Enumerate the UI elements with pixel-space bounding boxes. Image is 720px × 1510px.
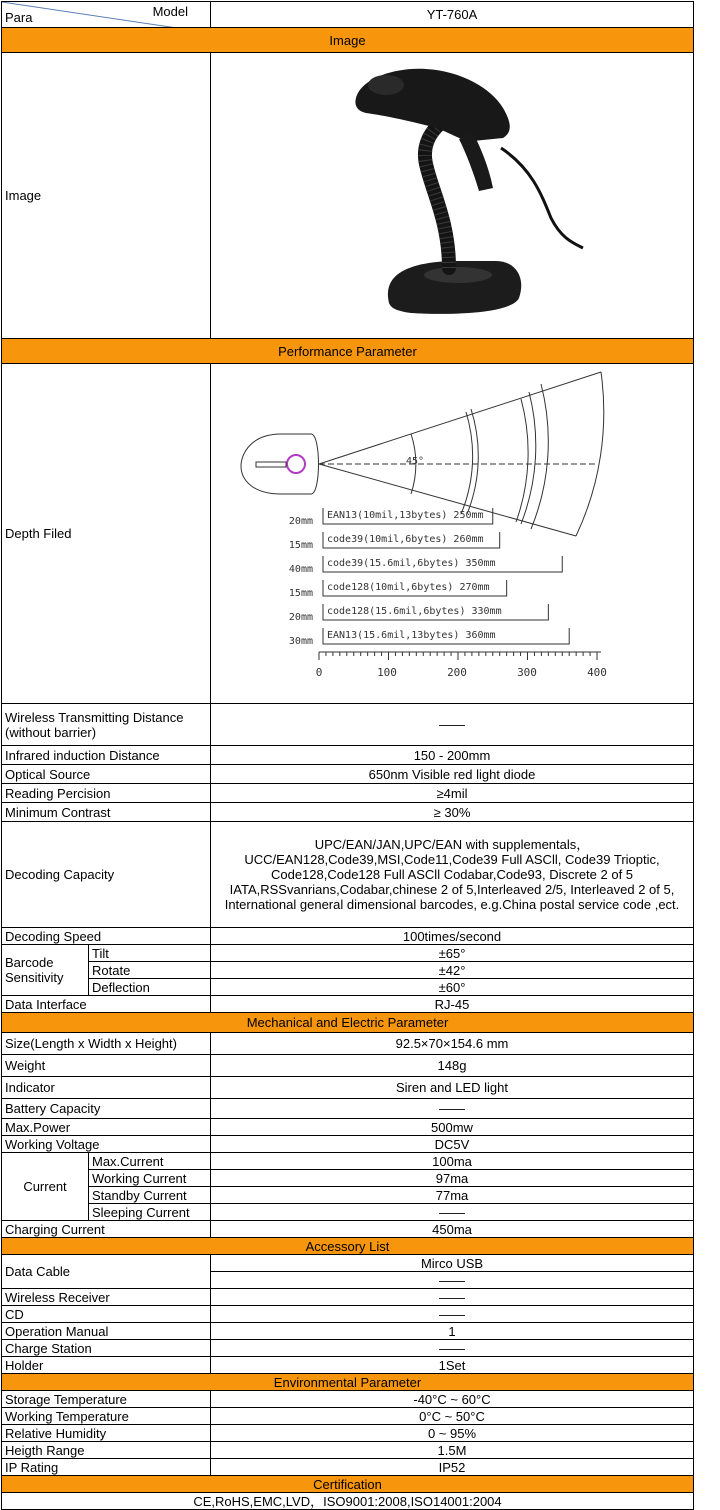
code-rows: [289, 508, 569, 647]
section-accessory: Accessory List: [2, 1238, 694, 1255]
tilt-value: ±65°: [211, 945, 694, 962]
working-current-value: 97ma: [211, 1170, 694, 1187]
max-current-value: 100ma: [211, 1153, 694, 1170]
axis-label-200: 200: [447, 666, 467, 679]
rotate-label: Rotate: [89, 962, 211, 979]
precision-value: ≥4mil: [211, 784, 694, 803]
axis-label-100: 100: [377, 666, 397, 679]
cd-value: ——: [211, 1306, 694, 1323]
height-label: Heigth Range: [2, 1442, 211, 1459]
height-value: 1.5M: [211, 1442, 694, 1459]
humidity-value: 0 ~ 95%: [211, 1425, 694, 1442]
standby-current-label: Standby Current: [89, 1187, 211, 1204]
product-image: [211, 53, 694, 339]
header-row: [2, 2, 694, 28]
size-value: 92.5×70×154.6 mm: [211, 1033, 694, 1055]
code-row-distance: 20mm: [288, 612, 313, 623]
header-corner-cell: [2, 2, 211, 28]
station-label: Charge Station: [2, 1340, 211, 1357]
image-label: Image: [2, 53, 211, 339]
infrared-value: 150 - 200mm: [211, 746, 694, 765]
ip-value: IP52: [211, 1459, 694, 1476]
working-current-label: Working Current: [89, 1170, 211, 1187]
model-value: YT-760A: [211, 2, 694, 28]
voltage-value: DC5V: [211, 1136, 694, 1153]
wireless-value: ——: [211, 704, 694, 746]
speed-label: Decoding Speed: [2, 928, 211, 945]
battery-value: ——: [211, 1099, 694, 1119]
receiver-value: ——: [211, 1289, 694, 1306]
cd-label: CD: [2, 1306, 211, 1323]
power-label: Max.Power: [2, 1119, 211, 1136]
cable-value: Mirco USB: [211, 1255, 694, 1272]
holder-value: 1Set: [211, 1357, 694, 1374]
axis-label-400: 400: [587, 666, 607, 679]
storage-label: Storage Temperature: [2, 1391, 211, 1408]
humidity-label: Relative Humidity: [2, 1425, 211, 1442]
code-row-distance: 40mm: [288, 564, 313, 575]
cable-value-2: ——: [211, 1272, 694, 1289]
optical-value: 650nm Visible red light diode: [211, 765, 694, 784]
indicator-label: Indicator: [2, 1077, 211, 1099]
depth-diagram: [211, 364, 694, 704]
code-row-distance: 30mm: [288, 636, 313, 647]
sleeping-current-value: ——: [211, 1204, 694, 1221]
deflection-label: Deflection: [89, 979, 211, 996]
model-label: Model: [152, 4, 188, 19]
code-row-label: EAN13(10mil,13bytes) 250mm: [327, 510, 484, 521]
section-image: Image: [2, 28, 694, 53]
contrast-label: Minimum Contrast: [2, 803, 211, 822]
scanner-window-icon: [287, 455, 305, 473]
charging-label: Charging Current: [2, 1221, 211, 1238]
code-row-distance: 15mm: [288, 540, 313, 551]
barcode-scanner-image: [211, 53, 694, 335]
code-row-distance: 15mm: [288, 588, 313, 599]
interface-label: Data Interface: [2, 996, 211, 1013]
max-current-label: Max.Current: [89, 1153, 211, 1170]
weight-label: Weight: [2, 1055, 211, 1077]
sensitivity-label: Barcode Sensitivity: [2, 945, 89, 996]
tilt-label: Tilt: [89, 945, 211, 962]
indicator-value: Siren and LED light: [211, 1077, 694, 1099]
charging-value: 450ma: [211, 1221, 694, 1238]
ip-label: IP Rating: [2, 1459, 211, 1476]
holder-label: Holder: [2, 1357, 211, 1374]
angle-label: 45°: [406, 456, 425, 467]
section-certification: Certification: [2, 1476, 694, 1493]
rotate-value: ±42°: [211, 962, 694, 979]
wireless-label: Wireless Transmitting Distance (without barrier): [2, 704, 211, 746]
depth-label: Depth Filed: [2, 364, 211, 704]
cable-label: Data Cable: [2, 1255, 211, 1289]
manual-label: Operation Manual: [2, 1323, 211, 1340]
decoding-label: Decoding Capacity: [2, 822, 211, 928]
section-mechanical: Mechanical and Electric Parameter: [2, 1013, 694, 1033]
standby-current-value: 77ma: [211, 1187, 694, 1204]
depth-field-diagram: [211, 364, 694, 700]
axis-label-300: 300: [517, 666, 537, 679]
speed-value: 100times/second: [211, 928, 694, 945]
code-row-label: EAN13(15.6mil,13bytes) 360mm: [327, 630, 496, 641]
current-label: Current: [2, 1153, 89, 1221]
section-environment: Environmental Parameter: [2, 1374, 694, 1391]
infrared-label: Infrared induction Distance: [2, 746, 211, 765]
section-performance: Performance Parameter: [2, 339, 694, 364]
station-value: ——: [211, 1340, 694, 1357]
decoding-value: UPC/EAN/JAN,UPC/EAN with supplementals，UCC/EAN128,Code39,MSI,Code11,Code39 Full ASCll, Code39 Trioptic, Code128,Code128 Full ASCll Codabar,Code93, Discrete 2 of 5 IATA,RSSvanrians,Codabar,chinese 2 of 5,Interleaved 2/5, Interleaved 2 of 5, International general dimensional barcodes, e.g.China postal service code ,ect.: [211, 822, 694, 928]
spec-table: [1, 1, 694, 1510]
contrast-value: ≥ 30%: [211, 803, 694, 822]
working-temp-value: 0°C ~ 50°C: [211, 1408, 694, 1425]
deflection-value: ±60°: [211, 979, 694, 996]
storage-value: -40°C ~ 60°C: [211, 1391, 694, 1408]
code-row-distance: 20mm: [288, 516, 313, 527]
interface-value: RJ-45: [211, 996, 694, 1013]
axis-ticks: [319, 652, 597, 660]
certification-value: CE,RoHS,EMC,LVD，ISO9001:2008,ISO14001:2004: [2, 1493, 694, 1510]
size-label: Size(Length x Width x Height): [2, 1033, 211, 1055]
code-row-label: code128(10mil,6bytes) 270mm: [327, 582, 490, 593]
power-value: 500mw: [211, 1119, 694, 1136]
para-label: Para: [5, 10, 33, 25]
working-temp-label: Working Temperature: [2, 1408, 211, 1425]
voltage-label: Working Voltage: [2, 1136, 211, 1153]
axis-label-0: 0: [315, 666, 323, 679]
precision-label: Reading Percision: [2, 784, 211, 803]
manual-value: 1: [211, 1323, 694, 1340]
code-row-label: code39(10mil,6bytes) 260mm: [327, 534, 484, 545]
code-row-label: code128(15.6mil,6bytes) 330mm: [327, 606, 502, 617]
weight-value: 148g: [211, 1055, 694, 1077]
battery-label: Battery Capacity: [2, 1099, 211, 1119]
code-row-label: code39(15.6mil,6bytes) 350mm: [327, 558, 496, 569]
optical-label: Optical Source: [2, 765, 211, 784]
sleeping-current-label: Sleeping Current: [89, 1204, 211, 1221]
receiver-label: Wireless Receiver: [2, 1289, 211, 1306]
